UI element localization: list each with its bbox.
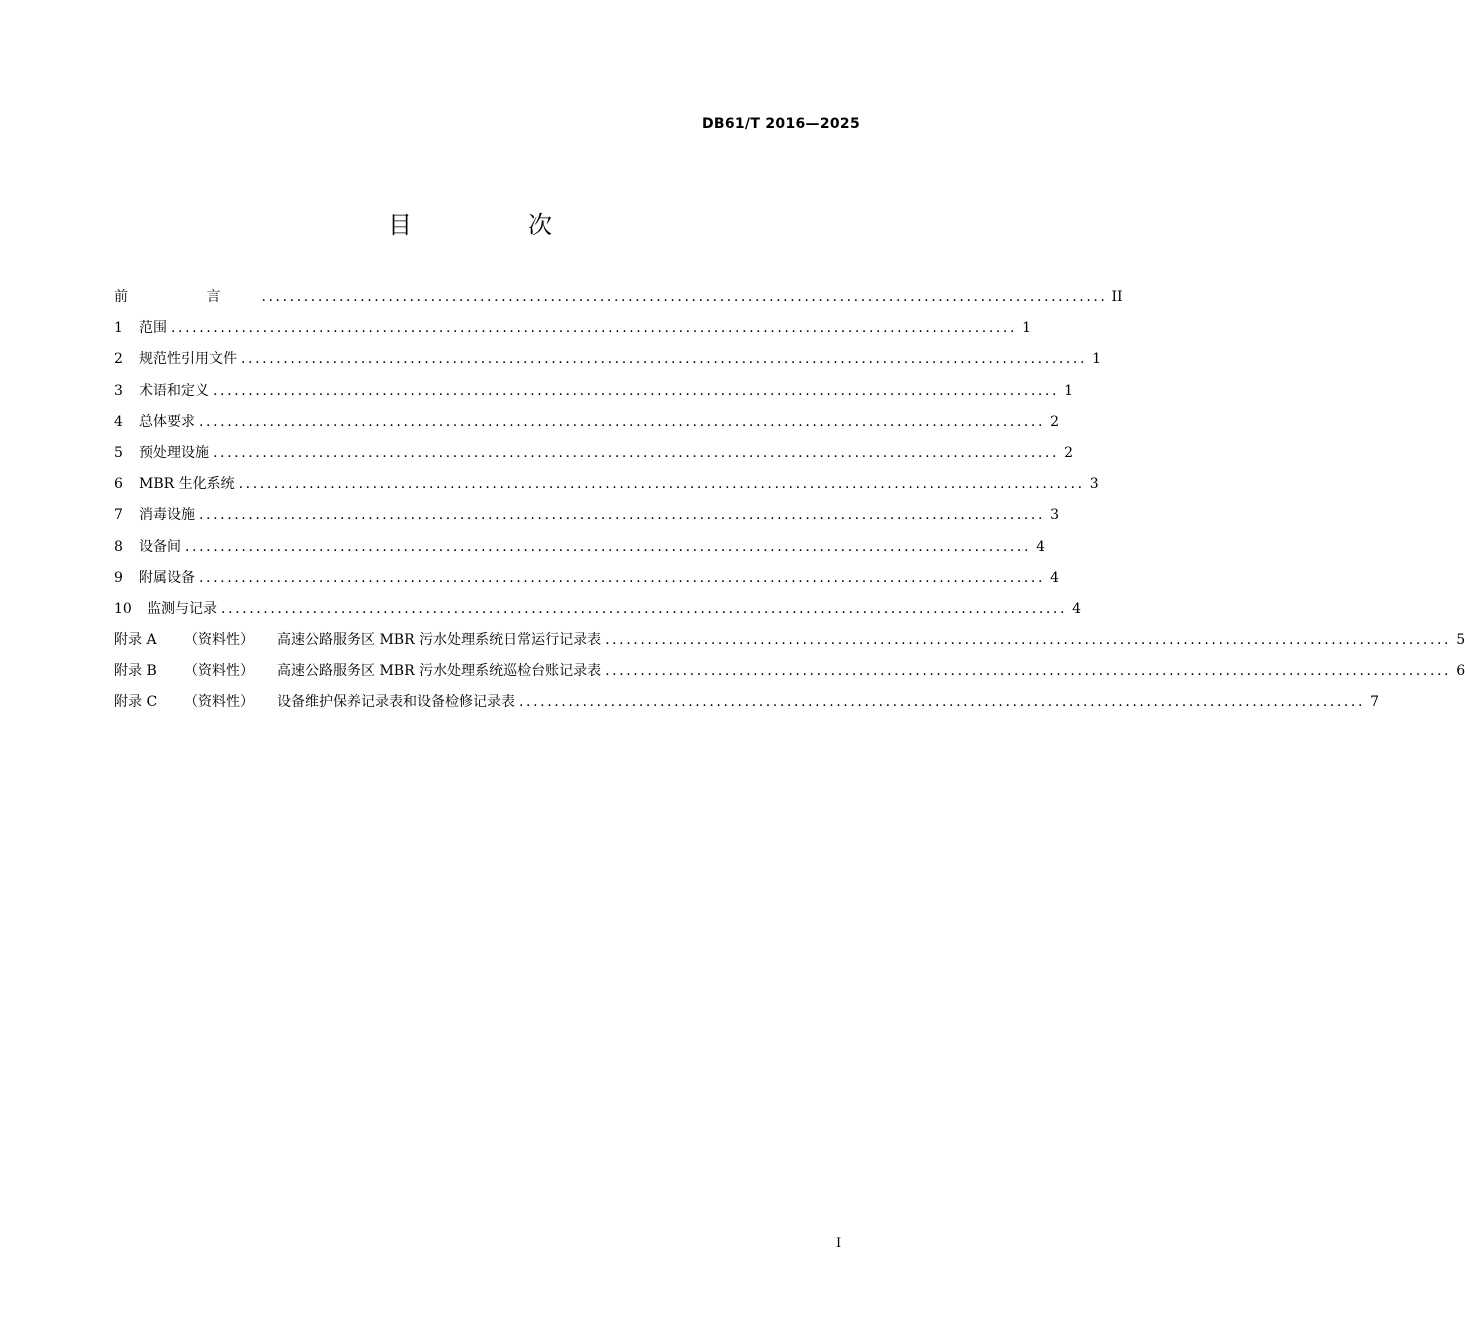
toc-entry-appendix-a[interactable] <box>114 629 1465 660</box>
toc-entry-label: 高速公路服务区 MBR 污水处理系统日常运行记录表 <box>277 632 602 649</box>
toc-entry-page: 3 <box>1089 476 1099 493</box>
document-code: DB61/T 2016—2025 <box>701 116 860 132</box>
toc-entry-page: 1 <box>1064 382 1074 399</box>
toc-entry-label: 规范性引用文件 <box>139 351 237 368</box>
toc-entry-number: 9 <box>114 569 123 586</box>
toc-leader-dots: ........................................................................................................................ <box>185 538 1032 555</box>
toc-leader-dots: ........................................................................................................................ <box>241 351 1088 368</box>
toc-entry-category: （资料性） <box>184 632 254 649</box>
toc-entry-number: 10 <box>114 600 132 617</box>
toc-entry-label: 消毒设施 <box>139 507 195 524</box>
toc-entry-label: 范围 <box>139 320 167 337</box>
toc-leader-dots: ........................................................................................................................ <box>199 507 1046 524</box>
table-of-contents <box>114 286 1465 723</box>
toc-entry-number: 附录 A <box>114 632 157 649</box>
toc-entry-label: 预处理设施 <box>139 444 209 461</box>
toc-entry-2[interactable] <box>114 348 1102 379</box>
toc-entry-page: 5 <box>1456 632 1465 649</box>
toc-entry-number: 6 <box>114 476 123 493</box>
toc-entry-page: II <box>1111 289 1123 305</box>
toc-entry-appendix-c[interactable] <box>114 691 1380 722</box>
toc-entry-label: 附属设备 <box>139 569 195 586</box>
toc-entry-10[interactable] <box>114 598 1082 629</box>
toc-leader-dots: ........................................................................................................................ <box>213 382 1060 399</box>
toc-entry-page: 1 <box>1022 320 1032 337</box>
page-title: 目 次 <box>388 211 598 239</box>
toc-entry-category: （资料性） <box>184 663 254 680</box>
toc-leader-dots: ........................................................................................................................ <box>519 694 1366 711</box>
toc-entry-appendix-b[interactable] <box>114 660 1465 691</box>
toc-entry-number: 附录 B <box>114 663 157 680</box>
toc-entry-7[interactable] <box>114 504 1060 535</box>
toc-entry-page: 2 <box>1064 444 1074 461</box>
toc-entry-number: 1 <box>114 320 123 337</box>
toc-entry-label: 设备维护保养记录表和设备检修记录表 <box>277 694 515 711</box>
toc-entry-label: 高速公路服务区 MBR 污水处理系统巡检台账记录表 <box>277 663 602 680</box>
toc-entry-foreword[interactable] <box>114 286 1123 317</box>
toc-entry-5[interactable] <box>114 442 1074 473</box>
toc-leader-dots: ........................................................................................................................ <box>605 663 1452 680</box>
toc-entry-label: MBR 生化系统 <box>139 476 235 493</box>
toc-leader-dots: ........................................................................................................................ <box>213 444 1060 461</box>
toc-leader-dots: ........................................................................................................................ <box>199 413 1046 430</box>
toc-entry-page: 7 <box>1370 694 1380 711</box>
toc-entry-page: 2 <box>1050 413 1060 430</box>
toc-entry-8[interactable] <box>114 536 1046 567</box>
toc-entry-number: 附录 C <box>114 694 158 711</box>
toc-entry-number: 5 <box>114 444 123 461</box>
toc-entry-page: 4 <box>1036 538 1046 555</box>
toc-leader-dots: ........................................................................................................................ <box>221 600 1068 617</box>
toc-entry-4[interactable] <box>114 411 1060 442</box>
toc-entry-label: 总体要求 <box>139 413 195 430</box>
toc-leader-dots: ........................................................................................................................ <box>238 476 1085 493</box>
toc-entry-number: 8 <box>114 538 123 555</box>
toc-entry-label: 术语和定义 <box>139 382 209 399</box>
toc-entry-page: 1 <box>1092 351 1102 368</box>
toc-entry-number: 2 <box>114 351 123 368</box>
toc-leader-dots: ........................................................................................................................ <box>199 569 1046 586</box>
toc-entry-number: 3 <box>114 382 123 399</box>
toc-leader-dots: ........................................................................................................................ <box>171 320 1018 337</box>
toc-leader-dots: ........................................................................................................................ <box>605 632 1452 649</box>
toc-entry-1[interactable] <box>114 317 1032 348</box>
toc-entry-number: 4 <box>114 413 123 430</box>
toc-entry-page: 4 <box>1050 569 1060 586</box>
toc-entry-page: 6 <box>1456 663 1465 680</box>
toc-entry-number: 7 <box>114 507 123 524</box>
page-number: I <box>836 1236 842 1251</box>
toc-entry-label: 设备间 <box>139 538 181 555</box>
toc-entry-category: （资料性） <box>184 694 254 711</box>
toc-entry-9[interactable] <box>114 567 1060 598</box>
toc-entry-label: 监测与记录 <box>147 600 217 617</box>
toc-leader-dots: ........................................................................................................................ <box>261 289 1108 305</box>
toc-entry-3[interactable] <box>114 380 1074 411</box>
toc-entry-6[interactable] <box>114 473 1099 504</box>
toc-entry-label: 前 言 <box>114 289 258 305</box>
toc-entry-page: 3 <box>1050 507 1060 524</box>
toc-entry-page: 4 <box>1072 600 1082 617</box>
